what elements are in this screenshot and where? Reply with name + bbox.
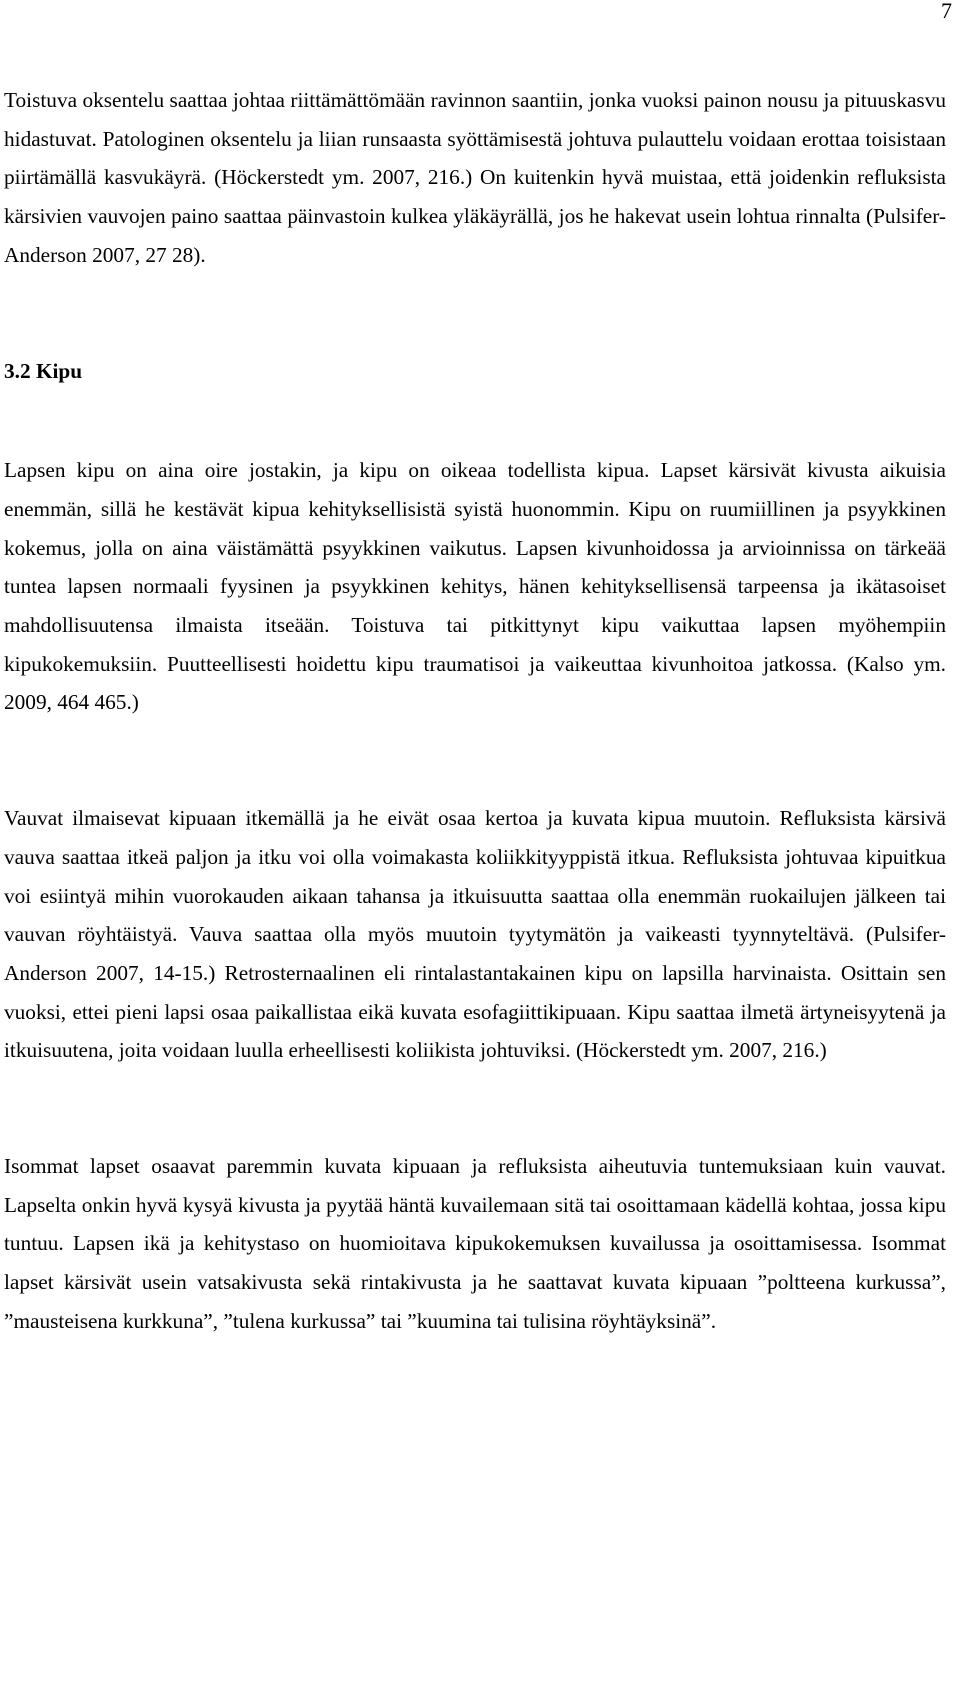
paragraph-vomiting-growth: Toistuva oksentelu saattaa johtaa riittämättömään ravinnon saantiin, jonka vuoksi painon nousu ja pituuskasvu hidastuvat. Patologinen oksentelu ja liian runsaasta syöttämisestä johtuva pulauttelu voidaan erottaa toisistaan piirtämällä kasvukäyrä. (Höckerstedt ym. 2007, 216.) On kuitenkin hyvä muistaa, että joidenkin refluksista kärsivien vauvojen paino saattaa päinvastoin kulkea yläkäyrällä, jos he hakevat usein lohtua rinnalta (Pulsifer-Anderson 2007, 27 28). — [4, 88, 946, 267]
paragraph-older-children-pain: Isommat lapset osaavat paremmin kuvata kipuaan ja refluksista aiheutuvia tuntemuksiaan kuin vauvat. Lapselta onkin hyvä kysyä kivusta ja pyytää häntä kuvailemaan sitä tai osoittamaan kädellä kohtaa, jossa kipu tuntuu. Lapsen ikä ja kehitystaso on huomioitava kipukokemuksen kuvailussa ja osoittamisessa. Isommat lapset kärsivät usein vatsakivusta sekä rintakivusta ja he saattavat kuvata kipuaan ”poltteena kurkussa”, ”mausteisena kurkkuna”, ”tulena kurkussa” tai ”kuumina tai tulisina röyhtäyksinä”. — [4, 1154, 946, 1333]
paragraph-child-pain: Lapsen kipu on aina oire jostakin, ja kipu on oikeaa todellista kipua. Lapset kärsivät kivusta aikuisia enemmän, sillä he kestävät kipua kehityksellisistä syistä huonommin. Kipu on ruumiillinen ja psyykkinen kokemus, jolla on aina väistämättä psyykkinen vaikutus. Lapsen kivunhoidossa ja arvioinnissa on tärkeää tuntea lapsen normaali fyysinen ja psyykkinen kehitys, hänen kehityksellisensä tarpeensa ja ikätasoiset mahdollisuutensa ilmaista itseään. Toistuva tai pitkittynyt kipu vaikuttaa lapsen myöhempiin kipukokemuksiin. Puutteellisesti hoidettu kipu traumatisoi ja vaikeuttaa kivunhoitoa jatkossa. (Kalso ym. 2009, 464 465.) — [4, 458, 946, 715]
page-number: 7 — [941, 0, 952, 23]
document-body — [4, 81, 946, 1341]
paragraph-infant-pain: Vauvat ilmaisevat kipuaan itkemällä ja he eivät osaa kertoa ja kuvata kipua muutoin. Refluksista kärsivä vauva saattaa itkeä paljon ja itku voi olla voimakasta koliikkityyppistä itkua. Refluksista johtuvaa kipuitkua voi esiintyä mihin vuorokauden aikaan tahansa ja itkuisuutta saattaa olla enemmän ruokailujen jälkeen tai vauvan röyhtäistyä. Vauva saattaa olla myös muutoin tyytymätön ja vaikeasti tyynnyteltävä. (Pulsifer-Anderson 2007, 14-15.) Retrosternaalinen eli rintalastantakainen kipu on lapsilla harvinaista. Osittain sen vuoksi, ettei pieni lapsi osaa paikallistaa eikä kuvata esofagiittikipuaan. Kipu saattaa ilmetä ärtyneisyytenä ja itkuisuutena, joita voidaan luulla erheellisesti koliikista johtuviksi. (Höckerstedt ym. 2007, 216.) — [4, 806, 946, 1063]
section-heading: 3.2 Kipu — [4, 358, 83, 383]
